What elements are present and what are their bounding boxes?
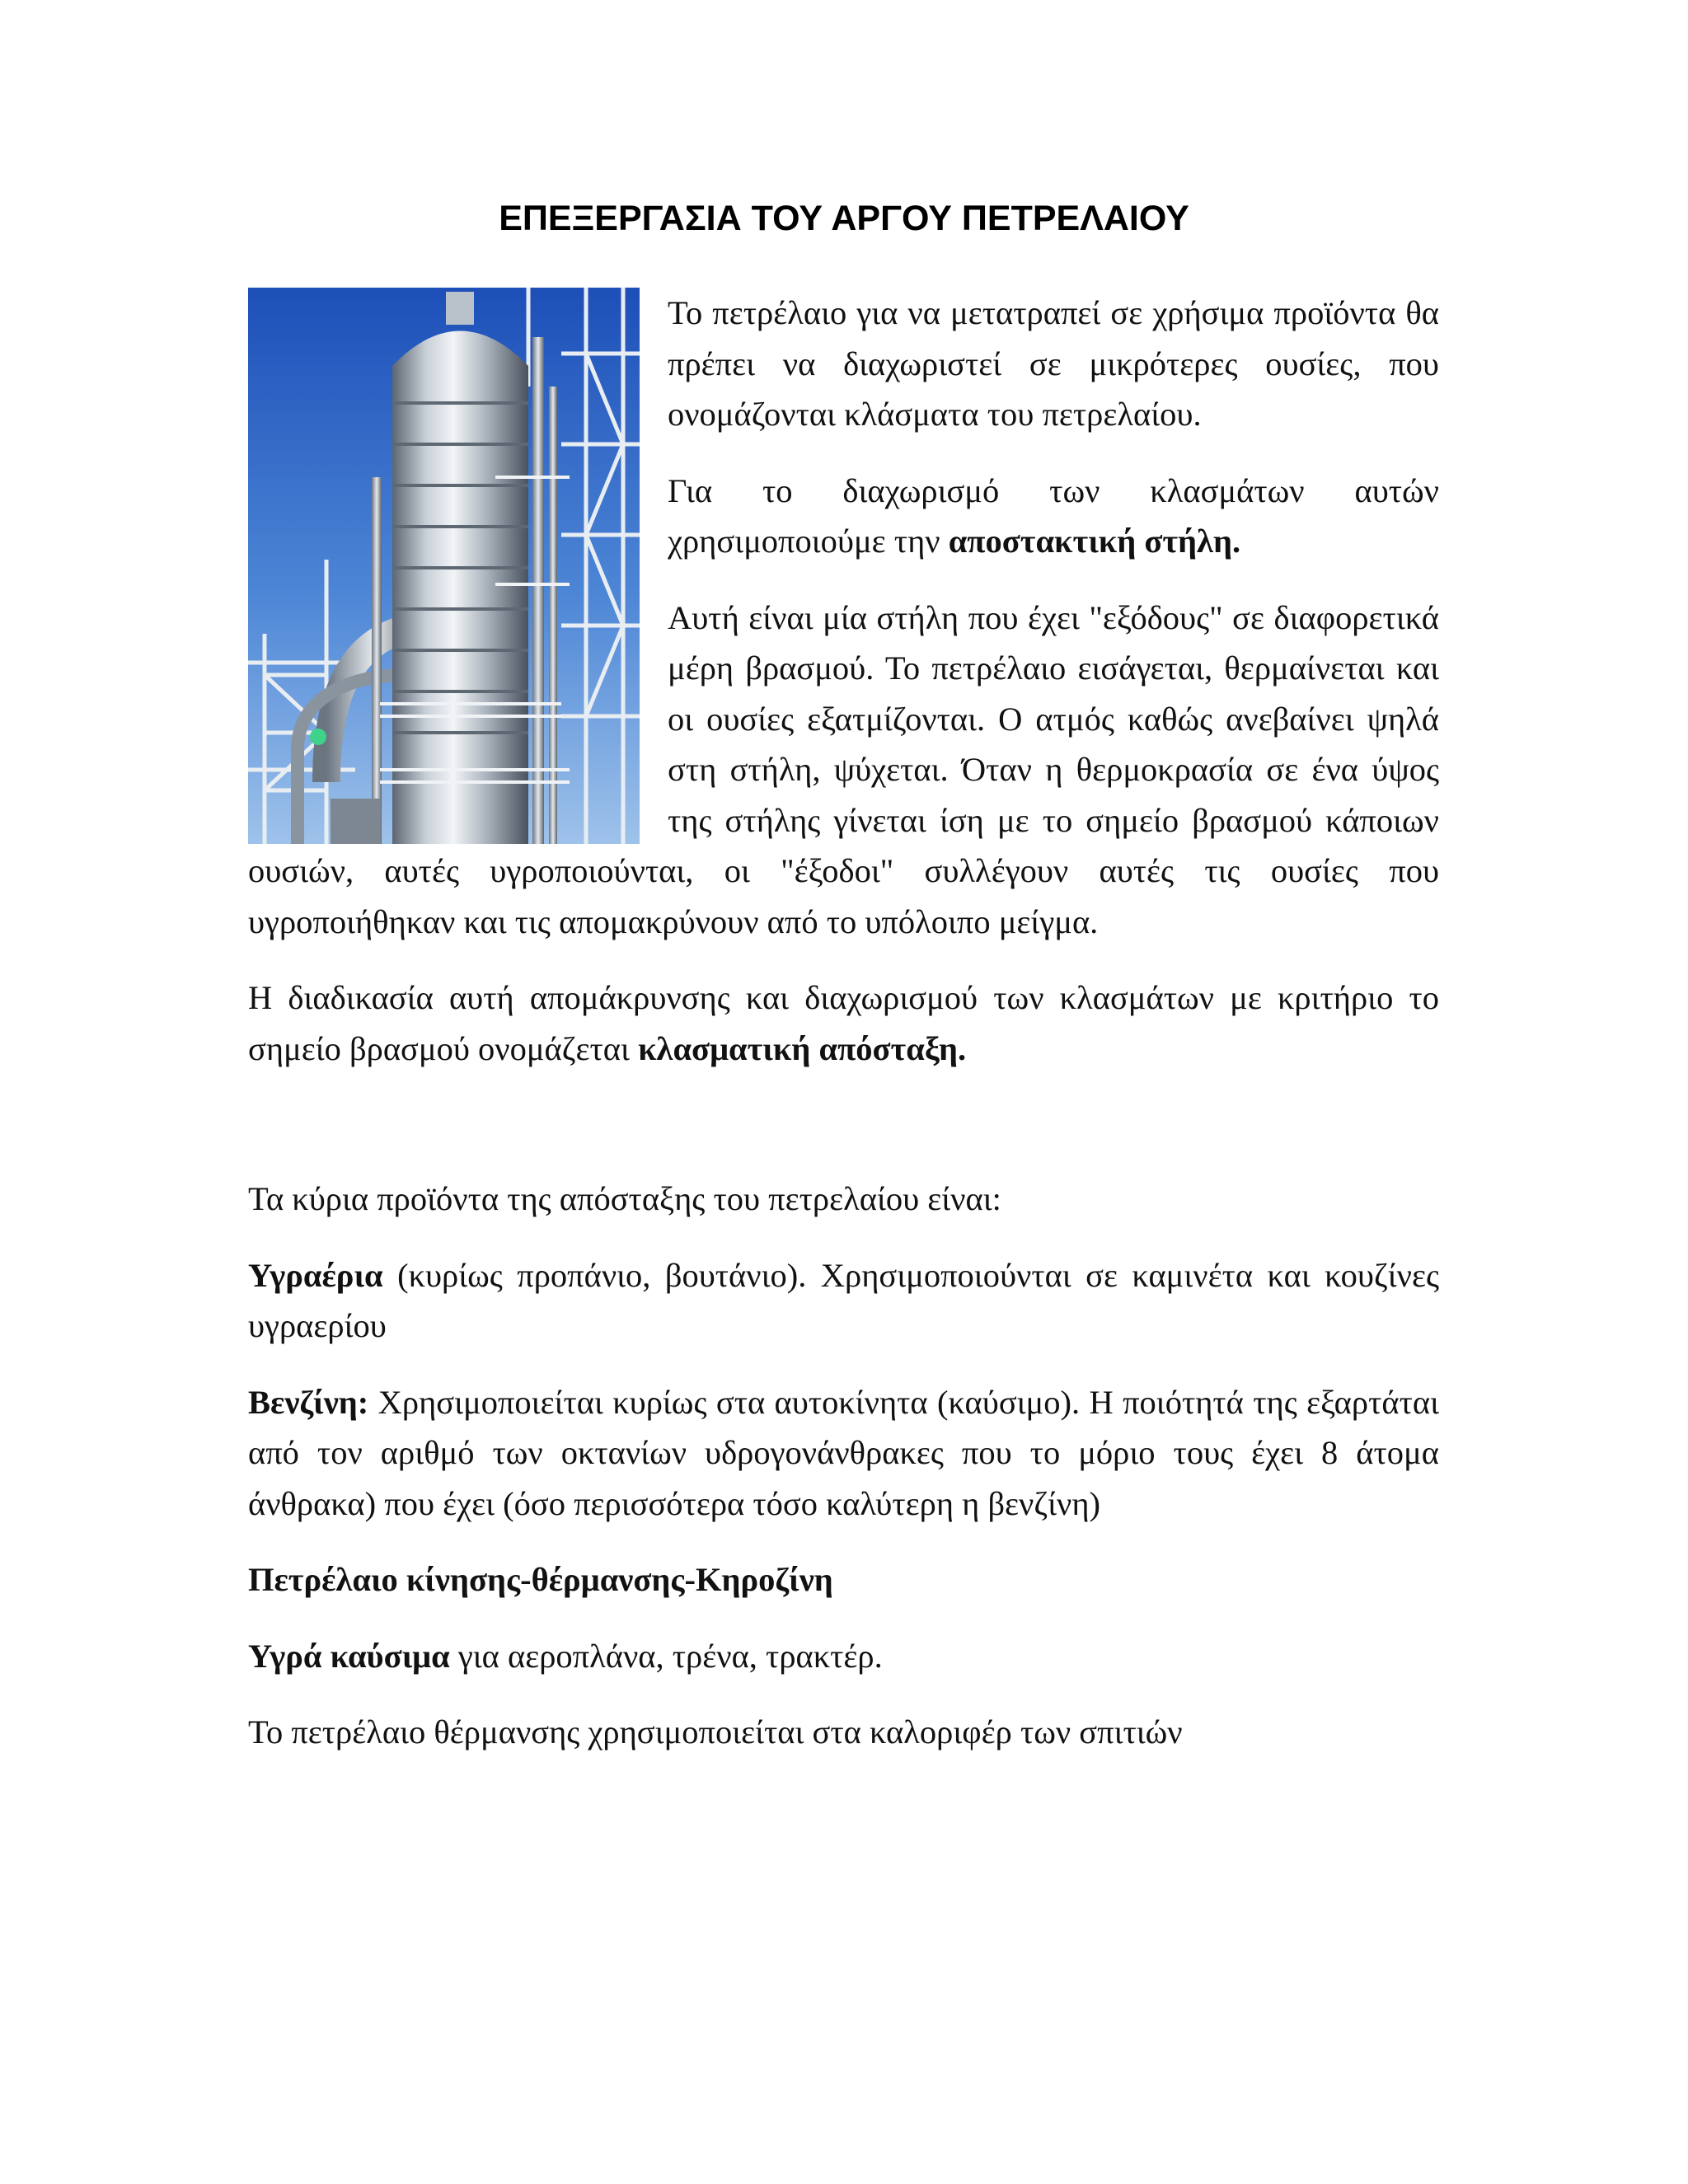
term-lpg: Υγραέρια xyxy=(248,1256,383,1294)
paragraph-fractional-text: Η διαδικασία αυτή απομάκρυνσης και διαχωρισμού των κλασμάτων με κριτήριο το σημείο βρασμού ονομάζεται xyxy=(248,979,1439,1067)
term-fractional-distillation: κλασματική απόσταξη. xyxy=(638,1029,967,1067)
paragraph-gasoline-text: Χρησιμοποιείται κυρίως στα αυτοκίνητα (καύσιμο). Η ποιότητά της εξαρτάται από τον αριθμό των οκτανίων υδρογονάνθρακες που το μόριο τους έχει 8 άτομα άνθρακα) που έχει (όσο περισσότερα τόσο καλύτερη η βενζίνη) xyxy=(248,1383,1439,1522)
paragraph-lpg xyxy=(248,1250,1439,1352)
paragraph-gasoline xyxy=(248,1377,1439,1530)
paragraph-products-intro: Τα κύρια προϊόντα της απόσταξης του πετρελαίου είναι: xyxy=(248,1180,1001,1217)
page-title: ΕΠΕΞΕΡΓΑΣΙΑ ΤΟΥ ΑΡΓΟΥ ΠΕΤΡΕΛΑΙΟΥ xyxy=(499,199,1189,238)
paragraph-intro: Το πετρέλαιο για να μετατραπεί σε χρήσιμα προϊόντα θα πρέπει να διαχωριστεί σε μικρότερες ουσίες, που ονομάζονται κλάσματα του πετρελαίου. xyxy=(668,294,1439,433)
paragraph-diesel xyxy=(248,1554,1439,1605)
term-distillation-column: αποστακτική στήλη. xyxy=(948,523,1241,560)
document-body xyxy=(248,288,1439,1783)
term-liquid-fuels: Υγρά καύσιμα xyxy=(248,1637,450,1675)
term-diesel-kerosene: Πετρέλαιο κίνησης-θέρμανσης-Κηροζίνη xyxy=(248,1561,833,1598)
paragraph-column-text: Για το διαχωρισμό των κλασμάτων αυτών χρησιμοποιούμε την xyxy=(668,471,1439,560)
spacer xyxy=(248,1099,1439,1174)
distillation-column-photo xyxy=(248,288,640,844)
paragraph-process: Αυτή είναι μία στήλη που έχει "εξόδους" σε διαφορετικά μέρη βρασμού. Το πετρέλαιο εισάγεται, θερμαίνεται και οι ουσίες εξατμίζονται. Ο ατμός καθώς ανεβαίνει ψηλά στη στήλη, ψύχεται. Όταν η θερμοκρασία σε ένα ύψος της στήλης γίνεται ίση με το σημείο βρασμού κάποιων ουσιών, αυτές υγροποιούνται, οι "έξοδοι" συλλέγουν αυτές τις ουσίες που υγροποιήθηκαν και τις απομακρύνουν από το υπόλοιπο μείγμα. xyxy=(248,598,1439,940)
term-gasoline: Βενζίνη: xyxy=(248,1383,369,1421)
paragraph-liquid-fuels xyxy=(248,1631,1439,1682)
paragraph-fractional xyxy=(248,972,1439,1074)
paragraph-liquid-fuels-text: για αεροπλάνα, τρένα, τρακτέρ. xyxy=(449,1637,883,1675)
paragraph-lpg-text: (κυρίως προπάνιο, βουτάνιο). Χρησιμοποιούνται σε καμινέτα και κουζίνες υγραερίου xyxy=(248,1256,1439,1344)
paragraph-heating-oil: Το πετρέλαιο θέρμανσης χρησιμοποιείται στα καλοριφέρ των σπιτιών xyxy=(248,1713,1183,1750)
